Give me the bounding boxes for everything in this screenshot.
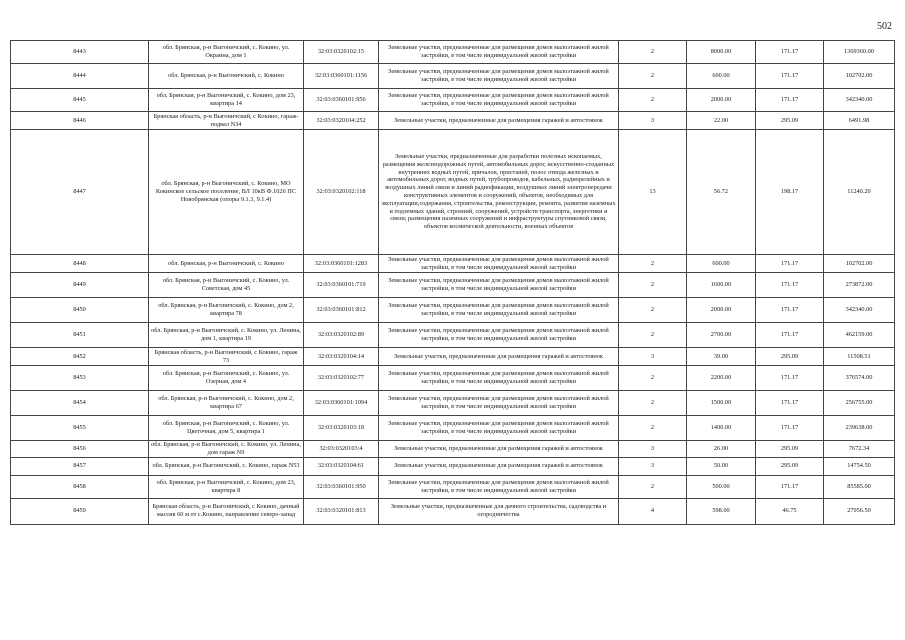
use-group-code: 3 — [619, 112, 687, 130]
specific-value: 171.17 — [756, 255, 824, 273]
area-value: 1600.00 — [687, 273, 756, 298]
specific-value: 171.17 — [756, 89, 824, 112]
table-row — [11, 441, 895, 458]
area-value: 500.00 — [687, 475, 756, 498]
use-group-code: 2 — [619, 298, 687, 323]
row-number: 8445 — [11, 89, 149, 112]
table-row — [11, 41, 895, 64]
address-cell: обл. Брянская, р-н Выгоничский, с. Кокино, ул. Окраина, дом 1 — [149, 41, 304, 64]
row-number: 8458 — [11, 475, 149, 498]
cadastral-value: 342340.00 — [824, 298, 895, 323]
specific-value: 171.17 — [756, 298, 824, 323]
address-cell: обл. Брянская, р-н Выгоничский, с. Кокино, дом 2, квартира 67 — [149, 391, 304, 416]
cadastral-number: 32:03:0320102:77 — [304, 366, 379, 391]
specific-value: 171.17 — [756, 366, 824, 391]
cadastral-number: 32:03:0320103:18 — [304, 416, 379, 441]
cadastral-number: 32:03:0320102:89 — [304, 323, 379, 348]
table-row — [11, 89, 895, 112]
use-group-code: 2 — [619, 366, 687, 391]
cadastral-value: 11508.51 — [824, 348, 895, 366]
table-row — [11, 255, 895, 273]
area-value: 2000.00 — [687, 298, 756, 323]
address-cell: обл. Брянская, р-н Выгоничский, с. Кокино, дом 23, квартира 14 — [149, 89, 304, 112]
cadastral-number: 32:03:0360101:950 — [304, 475, 379, 498]
area-value: 2700.00 — [687, 323, 756, 348]
land-use-description: Земельные участки, предназначенные для размещения гаражей и автостоянок — [379, 348, 619, 366]
address-cell: обл. Брянская, р-н Выгоничский, с. Кокино — [149, 255, 304, 273]
address-cell: обл. Брянская, р-н Выгоничский, с. Кокино, гараж N53 — [149, 457, 304, 475]
table-row — [11, 475, 895, 498]
row-number: 8448 — [11, 255, 149, 273]
area-value: 39.00 — [687, 348, 756, 366]
land-use-description: Земельные участки, предназначенные для размещения домов малоэтажной жилой застройки, в том числе индивидуальной жилой застройки — [379, 298, 619, 323]
row-number: 8443 — [11, 41, 149, 64]
use-group-code: 2 — [619, 323, 687, 348]
cadastral-number: 32:03:0360101:1094 — [304, 391, 379, 416]
cadastral-value: 256755.00 — [824, 391, 895, 416]
use-group-code: 3 — [619, 348, 687, 366]
page-number: 502 — [877, 21, 892, 32]
address-cell: Брянская область, р-н Выгоничский, с Кокино, гараж 73 — [149, 348, 304, 366]
table-row — [11, 273, 895, 298]
area-value: 600.00 — [687, 255, 756, 273]
table-row — [11, 391, 895, 416]
row-number: 8454 — [11, 391, 149, 416]
cadastral-value: 102702.00 — [824, 255, 895, 273]
address-cell: Брянская область, р-н Выгоничский, с Кокино, дачный массив 60 м от с.Кокино, направление северо-запад — [149, 498, 304, 524]
table-row — [11, 498, 895, 524]
use-group-code: 4 — [619, 498, 687, 524]
use-group-code: 3 — [619, 457, 687, 475]
cadastral-number: 32:03:0360101:812 — [304, 298, 379, 323]
cadastral-value: 11240.20 — [824, 130, 895, 255]
cadastral-value: 6491.98 — [824, 112, 895, 130]
area-value: 2200.00 — [687, 366, 756, 391]
address-cell: обл. Брянская, р-н Выгоничский, с. Кокино — [149, 64, 304, 89]
table-row — [11, 323, 895, 348]
cadastral-value: 14754.50 — [824, 457, 895, 475]
row-number: 8459 — [11, 498, 149, 524]
specific-value: 295.09 — [756, 348, 824, 366]
cadastral-value: 1369360.00 — [824, 41, 895, 64]
specific-value: 46.75 — [756, 498, 824, 524]
specific-value: 295.09 — [756, 441, 824, 458]
land-use-description: Земельные участки, предназначенные для разработки полезных ископаемых, размещения железнодорожных путей, автомобильных дорог, искусственно-созданных внутренних водных путей, причалов, пристаней, полос отвода железных и автомобильных дорог, водных путей, трубопроводов, кабельных, радиорелейных и воздушных линий связи и линий радиофикации, воздушных линий электропередачи конструктивных элементов и сооружений, объектов, необходимых для эксплуатации,содержания, строительства, реконструкции, ремонта, развития наземных и подземных зданий, строений, сооружений, устройств транспорта, энергетики и связи; размещения наземных сооружений и инфраструктуры спутниковой связи, объектов космической деятельности, военных объектов — [379, 130, 619, 255]
cadastral-number: 32:03:0320101:813 — [304, 498, 379, 524]
cadastral-value: 376574.00 — [824, 366, 895, 391]
area-value: 8000.00 — [687, 41, 756, 64]
area-value: 50.00 — [687, 457, 756, 475]
table-row — [11, 457, 895, 475]
address-cell: обл. Брянская, р-н Выгоничский, с. Кокино, ул. Ленина, дом гараж N9 — [149, 441, 304, 458]
use-group-code: 3 — [619, 441, 687, 458]
row-number: 8457 — [11, 457, 149, 475]
use-group-code: 2 — [619, 391, 687, 416]
area-value: 26.00 — [687, 441, 756, 458]
cadastral-number: 32:03:0320104:252 — [304, 112, 379, 130]
use-group-code: 13 — [619, 130, 687, 255]
land-use-description: Земельные участки, предназначенные для размещения домов малоэтажной жилой застройки, в том числе индивидуальной жилой застройки — [379, 64, 619, 89]
specific-value: 171.17 — [756, 475, 824, 498]
use-group-code: 2 — [619, 89, 687, 112]
table-row — [11, 366, 895, 391]
specific-value: 171.17 — [756, 323, 824, 348]
cadastral-value: 85585.00 — [824, 475, 895, 498]
cadastral-number: 32:03:0360101:1156 — [304, 64, 379, 89]
area-value: 1500.00 — [687, 391, 756, 416]
cadastral-number: 32:03:0360101:956 — [304, 89, 379, 112]
area-value: 22.00 — [687, 112, 756, 130]
area-value: 1400.00 — [687, 416, 756, 441]
cadastral-value: 273872.00 — [824, 273, 895, 298]
specific-value: 171.17 — [756, 273, 824, 298]
cadastral-number: 32:03:0320104:61 — [304, 457, 379, 475]
address-cell: обл. Брянская, р-н Выгоничский, с. Кокино, дом 23, квартира 8 — [149, 475, 304, 498]
land-use-description: Земельные участки, предназначенные для дачного строительства, садоводства и огородничества — [379, 498, 619, 524]
specific-value: 198.17 — [756, 130, 824, 255]
land-registry-table — [10, 40, 895, 525]
land-use-description: Земельные участки, предназначенные для размещения домов малоэтажной жилой застройки, в том числе индивидуальной жилой застройки — [379, 273, 619, 298]
use-group-code: 2 — [619, 416, 687, 441]
row-number: 8449 — [11, 273, 149, 298]
row-number: 8447 — [11, 130, 149, 255]
use-group-code: 2 — [619, 64, 687, 89]
cadastral-number: 32:03:0320104:14 — [304, 348, 379, 366]
cadastral-value: 462159.00 — [824, 323, 895, 348]
address-cell: обл. Брянская, р-н Выгоничский, с. Кокино, ул. Озерная, дом 4 — [149, 366, 304, 391]
area-value: 56.72 — [687, 130, 756, 255]
cadastral-value: 102702.00 — [824, 64, 895, 89]
address-cell: обл. Брянская, р-н Выгоничский, с. Кокино, дом 2, квартира 78 — [149, 298, 304, 323]
area-value: 2000.00 — [687, 89, 756, 112]
land-use-description: Земельные участки, предназначенные для размещения домов малоэтажной жилой застройки, в том числе индивидуальной жилой застройки — [379, 391, 619, 416]
land-use-description: Земельные участки, предназначенные для размещения домов малоэтажной жилой застройки, в том числе индивидуальной жилой застройки — [379, 366, 619, 391]
land-use-description: Земельные участки, предназначенные для размещения гаражей и автостоянок — [379, 457, 619, 475]
table-row — [11, 112, 895, 130]
specific-value: 295.09 — [756, 112, 824, 130]
row-number: 8450 — [11, 298, 149, 323]
area-value: 598.00 — [687, 498, 756, 524]
land-use-description: Земельные участки, предназначенные для размещения домов малоэтажной жилой застройки, в том числе индивидуальной жилой застройки — [379, 89, 619, 112]
cadastral-number: 32:03:0360101:1283 — [304, 255, 379, 273]
use-group-code: 2 — [619, 475, 687, 498]
cadastral-number: 32:03:0320102:118 — [304, 130, 379, 255]
cadastral-value: 7672.34 — [824, 441, 895, 458]
cadastral-number: 32:03:0320103:4 — [304, 441, 379, 458]
land-use-description: Земельные участки, предназначенные для размещения домов малоэтажной жилой застройки, в том числе индивидуальной жилой застройки — [379, 475, 619, 498]
specific-value: 171.17 — [756, 41, 824, 64]
address-cell: обл. Брянская, р-н Выгоничский, с. Кокино, ул. Цветочная, дом 5, квартира 1 — [149, 416, 304, 441]
row-number: 8453 — [11, 366, 149, 391]
table-row — [11, 348, 895, 366]
specific-value: 295.09 — [756, 457, 824, 475]
row-number: 8456 — [11, 441, 149, 458]
table-body — [11, 41, 895, 525]
specific-value: 171.17 — [756, 416, 824, 441]
address-cell: Брянская область, р-н Выгоничский, с Кокино, гараж-подвал N34 — [149, 112, 304, 130]
specific-value: 171.17 — [756, 391, 824, 416]
use-group-code: 2 — [619, 273, 687, 298]
table-row — [11, 130, 895, 255]
row-number: 8444 — [11, 64, 149, 89]
cadastral-value: 27956.50 — [824, 498, 895, 524]
specific-value: 171.17 — [756, 64, 824, 89]
cadastral-number: 32:03:0320102:15 — [304, 41, 379, 64]
cadastral-value: 342340.00 — [824, 89, 895, 112]
table-row — [11, 416, 895, 441]
use-group-code: 2 — [619, 41, 687, 64]
row-number: 8452 — [11, 348, 149, 366]
address-cell: обл. Брянская, р-н Выгоничский, с. Кокино, ул. Советская, дом 45 — [149, 273, 304, 298]
land-use-description: Земельные участки, предназначенные для размещения гаражей и автостоянок — [379, 112, 619, 130]
cadastral-value: 239638.00 — [824, 416, 895, 441]
address-cell: обл. Брянская, р-н Выгоничский, с. Кокино, ул. Ленина, дом 1, квартира 19 — [149, 323, 304, 348]
use-group-code: 2 — [619, 255, 687, 273]
area-value: 600.00 — [687, 64, 756, 89]
row-number: 8451 — [11, 323, 149, 348]
land-use-description: Земельные участки, предназначенные для размещения домов малоэтажной жилой застройки, в том числе индивидуальной жилой застройки — [379, 41, 619, 64]
land-use-description: Земельные участки, предназначенные для размещения домов малоэтажной жилой застройки, в том числе индивидуальной жилой застройки — [379, 255, 619, 273]
table-row — [11, 64, 895, 89]
row-number: 8446 — [11, 112, 149, 130]
land-use-description: Земельные участки, предназначенные для размещения гаражей и автостоянок — [379, 441, 619, 458]
land-use-description: Земельные участки, предназначенные для размещения домов малоэтажной жилой застройки, в том числе индивидуальной жилой застройки — [379, 323, 619, 348]
land-use-description: Земельные участки, предназначенные для размещения домов малоэтажной жилой застройки, в том числе индивидуальной жилой застройки — [379, 416, 619, 441]
table-row — [11, 298, 895, 323]
cadastral-number: 32:03:0360101:719 — [304, 273, 379, 298]
row-number: 8455 — [11, 416, 149, 441]
address-cell: обл. Брянская, р-н Выгоничский, с. Кокино, МО Кокинское сельское поселение, ВЛ 10кВ Ф.1026 ПС Новобрянская (опоры 9.1.3, 9.1.4) — [149, 130, 304, 255]
